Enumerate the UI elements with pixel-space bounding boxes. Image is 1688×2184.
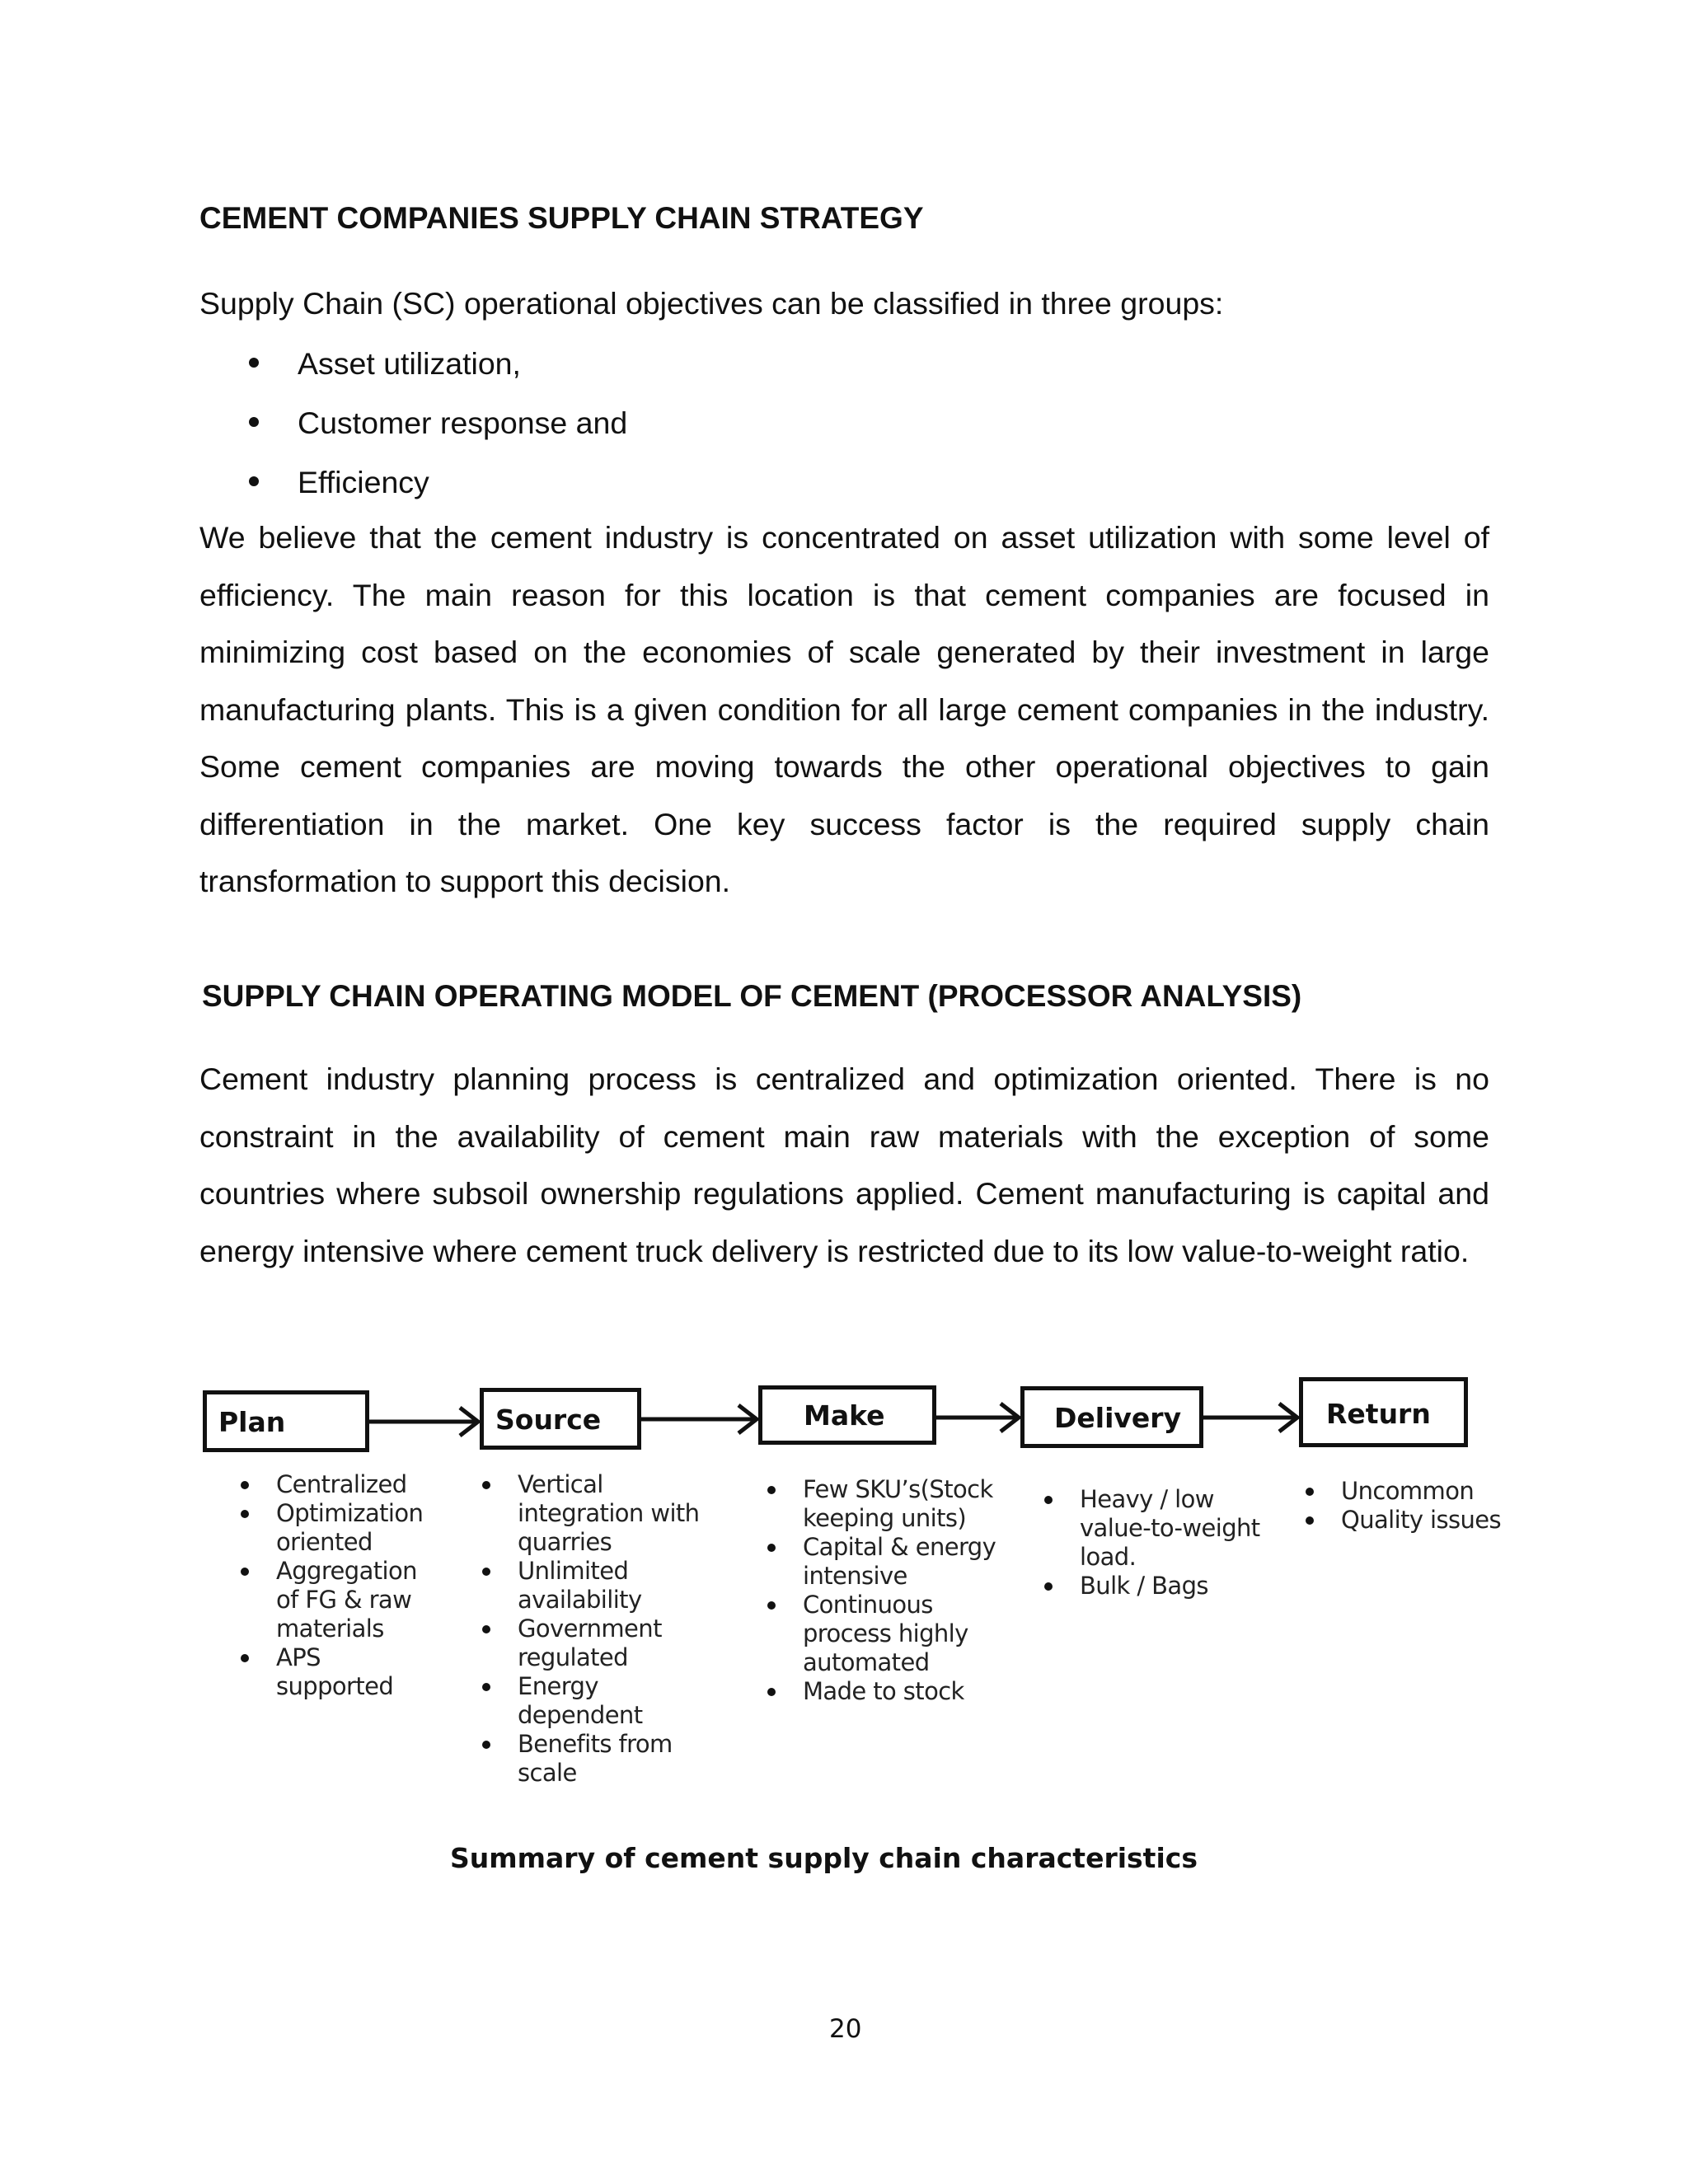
source-characteristics	[481, 1470, 699, 1788]
bullet-icon	[241, 1481, 249, 1489]
bullet-icon	[767, 1688, 776, 1696]
bullet-icon	[482, 1741, 490, 1749]
bullet-icon	[241, 1568, 249, 1576]
list-item: Heavy / low value-to-weight load.	[1043, 1485, 1260, 1572]
list-item: Unlimited availability	[481, 1557, 699, 1615]
plan-characteristics	[239, 1470, 423, 1701]
list-item: Quality issues	[1304, 1506, 1501, 1535]
list-item: Uncommon	[1304, 1477, 1501, 1506]
bullet-icon	[767, 1601, 776, 1610]
delivery-characteristics	[1043, 1485, 1260, 1601]
page-number: 20	[829, 2014, 862, 2044]
bullet-icon	[482, 1481, 490, 1489]
list-item: Customer response and	[199, 393, 627, 452]
arrow-icon	[640, 1399, 762, 1440]
body-paragraph: Cement industry planning process is centralized and optimization oriented. There is no constraint in the availability of cement main raw materials with the exception of some countries where subsoil ownership regulations applied. Cement manufacturing is capital and energy intensive where cement truck delivery is restricted due to its low value-to-weight ratio.	[199, 1062, 1489, 1268]
bullet-icon	[767, 1486, 776, 1494]
list-item: Optimization oriented	[239, 1499, 423, 1557]
stage-box-plan: Plan	[203, 1390, 369, 1452]
list-item: Capital & energy intensive	[766, 1533, 996, 1591]
bullet-icon	[482, 1568, 490, 1576]
figure-caption: Summary of cement supply chain characteristics	[450, 1842, 1198, 1874]
list-item: Centralized	[239, 1470, 423, 1499]
arrow-icon	[1202, 1397, 1302, 1438]
arrow-icon	[935, 1397, 1024, 1438]
bullet-icon	[249, 476, 259, 486]
list-item: Government regulated	[481, 1615, 699, 1672]
list-item: Benefits from scale	[481, 1730, 699, 1788]
stage-box-delivery: Delivery	[1020, 1386, 1203, 1448]
arrow-icon	[368, 1401, 483, 1442]
bullet-icon	[482, 1625, 490, 1633]
bullet-icon	[1044, 1582, 1053, 1591]
section-heading-operating-model: SUPPLY CHAIN OPERATING MODEL OF CEMENT (PROCESSOR ANALYSIS)	[202, 979, 1302, 1013]
intro-text: Supply Chain (SC) operational objectives can be classified in three groups:	[199, 286, 1224, 321]
list-item: APS supported	[239, 1643, 423, 1701]
list-item: Continuous process highly automated	[766, 1591, 996, 1677]
list-item: Efficiency	[199, 452, 627, 512]
bullet-icon	[1044, 1496, 1053, 1504]
list-item: Vertical integration with quarries	[481, 1470, 699, 1557]
list-item: Aggregation of FG & raw materials	[239, 1557, 423, 1643]
list-item: Few SKU’s(Stock keeping units)	[766, 1475, 996, 1533]
stage-box-make: Make	[758, 1385, 936, 1445]
body-paragraph: We believe that the cement industry is concentrated on asset utilization with some level of efficiency. The main reason for this location is that cement companies are focused in minimizing cost based on the economies of scale generated by their investment in large manufacturing plants. This is a given condition for all large cement companies in the industry. Some cement companies are moving towards the other operational objectives to gain differentiation in the market. One key success factor is the required supply chain transformation to support this decision.	[199, 520, 1489, 898]
bullet-icon	[241, 1654, 249, 1662]
return-characteristics	[1304, 1477, 1501, 1535]
list-item: Made to stock	[766, 1677, 996, 1706]
bullet-icon	[249, 358, 259, 368]
list-item: Asset utilization,	[199, 334, 627, 393]
list-item: Energy dependent	[481, 1672, 699, 1730]
objectives-list	[199, 334, 627, 512]
bullet-icon	[1306, 1488, 1314, 1496]
make-characteristics	[766, 1475, 996, 1706]
bullet-icon	[767, 1544, 776, 1552]
bullet-icon	[241, 1510, 249, 1518]
list-item: Bulk / Bags	[1043, 1572, 1260, 1601]
bullet-icon	[1306, 1516, 1314, 1525]
section-heading-strategy: CEMENT COMPANIES SUPPLY CHAIN STRATEGY	[199, 201, 924, 235]
bullet-icon	[482, 1683, 490, 1691]
stage-box-return: Return	[1299, 1377, 1468, 1447]
stage-box-source: Source	[480, 1388, 641, 1450]
bullet-icon	[249, 417, 259, 427]
